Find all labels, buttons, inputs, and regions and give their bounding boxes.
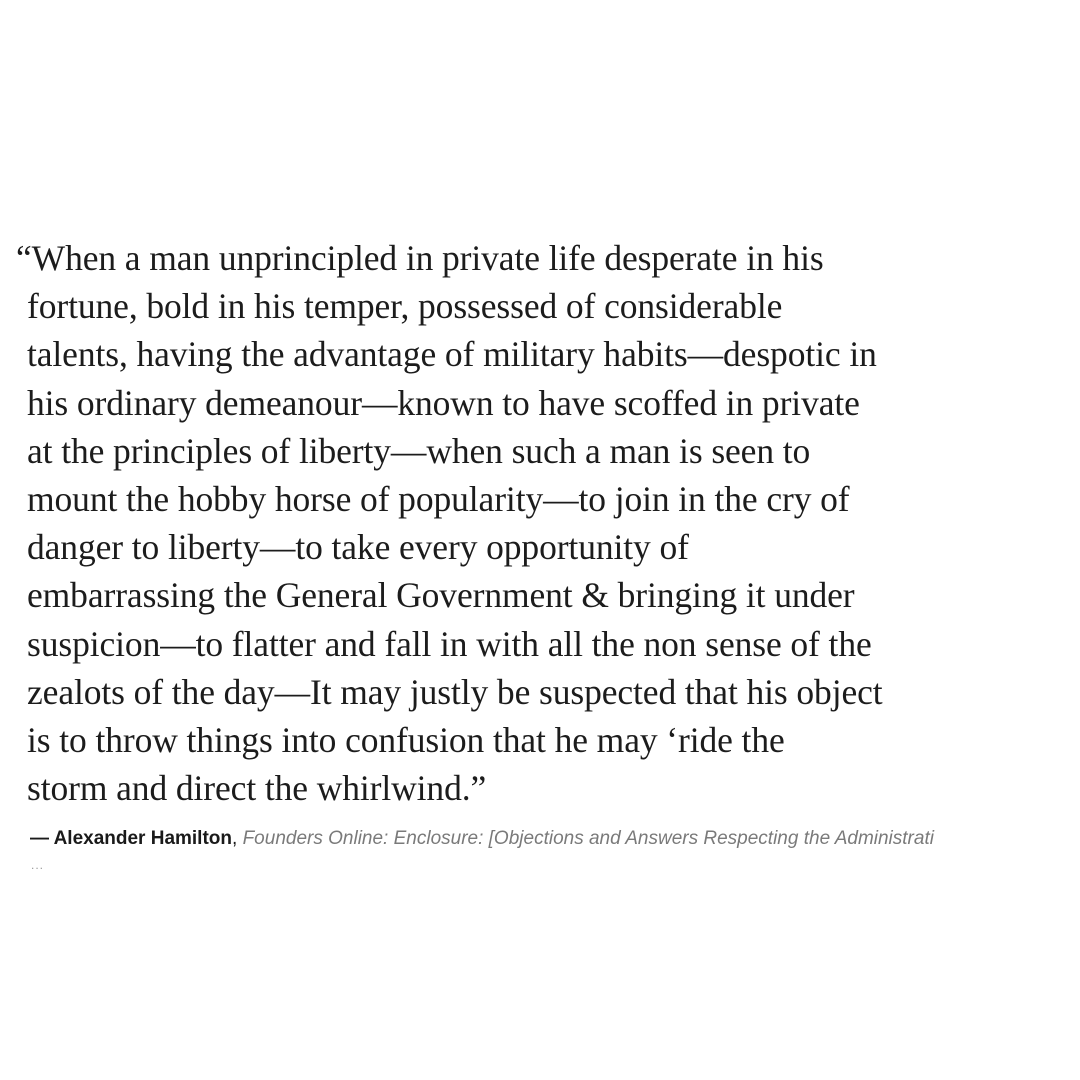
more-ellipsis: ... [31, 858, 45, 872]
quote-attribution [30, 826, 1070, 852]
author-name: — Alexander Hamilton [30, 828, 233, 849]
quote-line: embarrassing the General Government & bringing it under [27, 575, 855, 616]
quote-line: his ordinary demeanour—known to have scoffed in private [27, 382, 860, 423]
quote-line: “When a man unprincipled in private life desperate in his [16, 238, 824, 278]
quote-text [16, 234, 1072, 812]
source-title: Founders Online: Enclosure: [Objections and Answers Respecting the Administrati [242, 828, 934, 849]
quote-line: at the principles of liberty—when such a man is seen to [27, 430, 811, 471]
quote-line: danger to liberty—to take every opportunity of [27, 527, 689, 568]
quote-line: talents, having the advantage of military habits—despotic in [27, 334, 877, 375]
quote-line: storm and direct the whirlwind.” [27, 768, 487, 809]
quote-line: mount the hobby horse of popularity—to join in the cry of [27, 479, 850, 520]
quote-line: is to throw things into confusion that he may ‘ride the [27, 720, 785, 761]
quote-line: fortune, bold in his temper, possessed of considerable [27, 286, 783, 327]
quote-line: zealots of the day—It may justly be suspected that his object [27, 671, 883, 712]
attribution-separator: , [232, 828, 238, 849]
quote-line: suspicion—to flatter and fall in with all the non sense of the [27, 623, 872, 664]
